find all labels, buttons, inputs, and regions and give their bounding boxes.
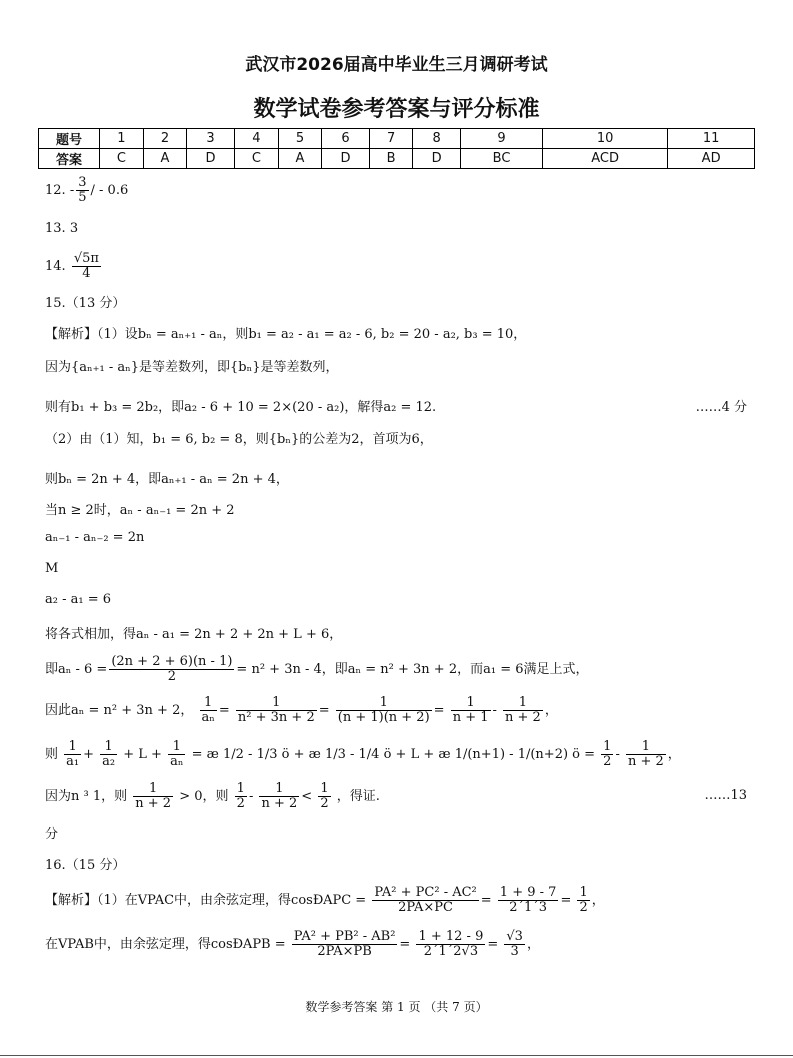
frac-den: aₙ bbox=[201, 710, 215, 725]
frac-num: 1 bbox=[603, 739, 612, 754]
q14-answer bbox=[45, 252, 103, 281]
frac-den: 2 bbox=[320, 796, 329, 811]
q14-label: 14. bbox=[45, 259, 66, 274]
question-number: 10 bbox=[542, 129, 667, 149]
q15-line11 bbox=[45, 655, 589, 684]
q15-l14-frac1 bbox=[133, 782, 173, 811]
q15-l13-frac4 bbox=[601, 740, 613, 769]
frac-den: 2PA×PB bbox=[317, 944, 372, 959]
q13-answer bbox=[45, 221, 78, 236]
frac-num: PA² + PB² - AB² bbox=[293, 929, 396, 944]
q15-l11-lead: 即aₙ - 6 = bbox=[45, 662, 108, 677]
answer-cell: ACD bbox=[542, 149, 667, 169]
q15-l11-den: 2 bbox=[167, 669, 177, 684]
q15-l14-frac3 bbox=[259, 782, 299, 811]
frac-den: a₂ bbox=[102, 754, 116, 769]
q12-label: 12. bbox=[45, 183, 66, 198]
answer-cell: BC bbox=[461, 149, 543, 169]
q15-heading: 15.（13 分） bbox=[45, 296, 126, 311]
q15-l12-frac2 bbox=[236, 696, 317, 725]
q16-l2-frac1 bbox=[292, 930, 398, 959]
q15-l14-tail: ，得证. bbox=[336, 789, 380, 804]
q15-line7: aₙ₋₁ - aₙ₋₂ = 2n bbox=[45, 530, 145, 545]
frac-den: 2´1´3 bbox=[509, 900, 548, 915]
q15-l13-frac5 bbox=[626, 740, 666, 769]
frac-num: 1 bbox=[100, 740, 117, 755]
q12-fraction bbox=[76, 176, 88, 205]
q16-line2: 在VPAB中，由余弦定理，得cosÐAPB = $\frac{\text{PA² + PB² - AB²}}{2PA\times PB}$ = $\frac{1 + 12 - 9}{2´1´2√3}$ = $\frac{√3}{3}$ ， bbox=[45, 929, 540, 959]
frac-den: n + 2 bbox=[505, 710, 541, 725]
frac-num: √3 bbox=[506, 929, 523, 944]
frac-num: 1 + 12 - 9 bbox=[418, 929, 484, 944]
frac-den: 2 bbox=[579, 900, 588, 915]
frac-num: 1 bbox=[451, 696, 491, 711]
q15-line10: 将各式相加，得aₙ - a₁ = 2n + 2 + 2n + L + 6， bbox=[45, 627, 343, 642]
question-number: 5 bbox=[278, 129, 321, 149]
exam-title: 武汉市2026届高中毕业生三月调研考试 bbox=[245, 55, 548, 75]
answer-table-answer-row bbox=[39, 149, 755, 169]
q15-score-4: ……4 分 bbox=[695, 400, 747, 415]
q15-line13: 则 $\frac{1}{\text{a₁}}$ + $\frac{1}{\text{a₂}}$ + L + $\frac{1}{\text{aₙ}}$ = æ 1/2 - 1/3 ö + æ 1/3 - 1/4 ö + L + æ 1/(n+1) - 1/(n+2) ö = $\frac{1}{2}$ - $\frac{1}{n + 2}$ ， bbox=[45, 739, 681, 769]
q15-l14-mid: > 0，则 bbox=[179, 789, 229, 804]
answer-cell: A bbox=[143, 149, 186, 169]
frac-num: 1 bbox=[320, 781, 329, 796]
frac-den: n² + 3n + 2 bbox=[237, 710, 315, 725]
frac-num: 1 bbox=[626, 740, 666, 755]
row-label-answer: 答案 bbox=[39, 149, 100, 169]
q16-l1-lead: 【解析】（1）在VPAC中，由余弦定理，得cosÐAPC = bbox=[45, 893, 367, 908]
question-number: 4 bbox=[235, 129, 279, 149]
q13-label: 13. bbox=[45, 221, 66, 236]
q14-num: √5π bbox=[73, 251, 99, 266]
q15-score-unit: 分 bbox=[45, 827, 59, 842]
q12-sign: - bbox=[69, 183, 75, 198]
q16-line1: 【解析】（1）在VPAC中，由余弦定理，得cosÐAPC = $\frac{\text{PA² + PC² - AC²}}{2PA\times PC}$ = $\frac{1 + 9 - 7}{2´1´3}$ = $\frac{1}{2}$ ， bbox=[45, 885, 605, 915]
frac-num: 1 bbox=[200, 696, 217, 711]
frac-num: 1 bbox=[259, 782, 299, 797]
q15-l12-lead: 因此aₙ = n² + 3n + 2， bbox=[45, 703, 194, 718]
q16-l1-frac3 bbox=[577, 886, 589, 915]
frac-num: PA² + PC² - AC² bbox=[374, 885, 477, 900]
answer-cell: C bbox=[100, 149, 144, 169]
frac-num: 1 bbox=[336, 696, 432, 711]
doc-subtitle: 数学试卷参考答案与评分标准 bbox=[253, 96, 540, 122]
q15-line6: 当n ≥ 2时，aₙ - aₙ₋₁ = 2n + 2 bbox=[45, 503, 235, 518]
question-number: 6 bbox=[322, 129, 370, 149]
page-footer: 数学参考答案 第 1 页 （共 7 页） bbox=[305, 1000, 488, 1014]
answer-cell: B bbox=[370, 149, 413, 169]
frac-num: 1 bbox=[236, 696, 317, 711]
q15-l14-frac2 bbox=[235, 782, 247, 811]
frac-num: 1 bbox=[236, 781, 245, 796]
q15-l13-sum: = æ 1/2 - 1/3 ö + æ 1/3 - 1/4 ö + L + æ 1/(n+1) - 1/(n+2) ö = bbox=[191, 747, 596, 762]
question-number: 3 bbox=[187, 129, 235, 149]
q15-l13-frac1 bbox=[64, 740, 81, 769]
frac-den: 3 bbox=[510, 944, 519, 959]
question-number: 2 bbox=[143, 129, 186, 149]
q15-line3: 则有b₁ + b₃ = 2b₂，即a₂ - 6 + 10 = 2×(20 - a₂)，解得a₂ = 12. bbox=[45, 400, 437, 415]
q15-line4: （2）由（1）知，b₁ = 6, b₂ = 8，则{bₙ}的公差为2，首项为6， bbox=[45, 432, 433, 447]
frac-den: n + 1 bbox=[452, 710, 489, 725]
q15-l12-frac1 bbox=[200, 696, 217, 725]
question-number: 1 bbox=[100, 129, 144, 149]
frac-den: n + 2 bbox=[261, 796, 298, 811]
q15-l13-lead: 则 bbox=[45, 747, 59, 762]
answer-table-number-row bbox=[39, 129, 755, 149]
row-label-number: 题号 bbox=[39, 129, 100, 149]
q15-l12-frac4 bbox=[451, 696, 491, 725]
q15-line12: 因此aₙ = n² + 3n + 2， $\frac{1}{\text{aₙ}}$ = $\frac{1}{\text{n² + 3n + 2}}$ = $\frac{1}{(n + 1)(n + 2)}$ = $\frac{1}{n + 1}$ - $\frac{1}{n + 2}$ ， bbox=[45, 695, 558, 725]
frac-num: 1 bbox=[503, 696, 543, 711]
q12-tail: / - 0.6 bbox=[90, 183, 129, 198]
q16-l2-frac3 bbox=[504, 930, 525, 959]
q15-l14-lead: 因为n ³ 1，则 bbox=[45, 789, 128, 804]
q15-l14-frac4 bbox=[318, 782, 330, 811]
frac-den: 2 bbox=[236, 796, 245, 811]
answer-cell: C bbox=[235, 149, 279, 169]
answer-cell: A bbox=[278, 149, 321, 169]
answer-cell: AD bbox=[668, 149, 755, 169]
frac-den: aₙ bbox=[170, 754, 184, 769]
frac-den: 2´1´2√3 bbox=[423, 944, 479, 959]
frac-num: 1 bbox=[133, 782, 173, 797]
q15-l11-tail: = n² + 3n - 4，即aₙ = n² + 3n + 2，而a₁ = 6满足上式， bbox=[236, 662, 589, 677]
q15-line5: 则bₙ = 2n + 4，即aₙ₊₁ - aₙ = 2n + 4， bbox=[45, 472, 289, 487]
q15-l13-frac2 bbox=[100, 740, 117, 769]
answer-cell: D bbox=[187, 149, 235, 169]
answer-cell: D bbox=[413, 149, 461, 169]
frac-num: 1 bbox=[579, 885, 588, 900]
frac-den: (n + 1)(n + 2) bbox=[337, 710, 430, 725]
q13-value: 3 bbox=[69, 221, 79, 236]
q15-l13-mid: + L + bbox=[123, 747, 162, 762]
frac-den: 2PA×PC bbox=[398, 900, 453, 915]
q14-fraction bbox=[72, 252, 101, 281]
answer-table bbox=[38, 128, 755, 169]
q15-score-13: ……13 bbox=[704, 788, 747, 803]
q15-line9: a₂ - a₁ = 6 bbox=[45, 592, 112, 607]
q16-l2-lead: 在VPAB中，由余弦定理，得cosÐAPB = bbox=[45, 937, 286, 952]
frac-num: 1 + 9 - 7 bbox=[499, 885, 557, 900]
answer-cell: D bbox=[322, 149, 370, 169]
question-number: 8 bbox=[413, 129, 461, 149]
frac-den: n + 2 bbox=[627, 754, 664, 769]
frac-num: 1 bbox=[168, 740, 185, 755]
frac-den: 2 bbox=[603, 754, 612, 769]
q15-l13-frac3 bbox=[168, 740, 185, 769]
q16-heading: 16.（15 分） bbox=[45, 858, 126, 873]
q15-line1: 【解析】（1）设bₙ = aₙ₊₁ - aₙ，则b₁ = a₂ - a₁ = a₂ - 6, b₂ = 20 - a₂, b₃ = 10， bbox=[45, 327, 527, 342]
q15-line2: 因为{aₙ₊₁ - aₙ}是等差数列，即{bₙ}是等差数列， bbox=[45, 360, 339, 375]
question-number: 7 bbox=[370, 129, 413, 149]
question-number: 9 bbox=[461, 129, 543, 149]
q16-l1-frac1 bbox=[372, 886, 478, 915]
q12-answer bbox=[45, 176, 128, 205]
q15-l11-fraction bbox=[109, 655, 234, 684]
frac-den: n + 2 bbox=[135, 796, 172, 811]
question-number: 11 bbox=[668, 129, 755, 149]
q15-l12-frac3 bbox=[336, 696, 432, 725]
q15-line8: M bbox=[45, 561, 59, 576]
q16-l2-frac2 bbox=[416, 930, 485, 959]
frac-den: a₁ bbox=[66, 754, 80, 769]
q16-l1-frac2 bbox=[498, 886, 559, 915]
frac-num: 1 bbox=[64, 740, 81, 755]
q15-line14: 因为n ³ 1，则 $\frac{1}{n + 2}$ > 0，则 $\frac{1}{2}$ - $\frac{1}{n + 2}$ < $\frac{1}{2}$ ，得证. bbox=[45, 781, 380, 811]
q14-den: 4 bbox=[82, 266, 91, 281]
q15-l12-frac5 bbox=[503, 696, 543, 725]
bottom-divider bbox=[0, 1055, 793, 1056]
q12-num: 3 bbox=[78, 175, 87, 190]
q15-l11-num: (2n + 2 + 6)(n - 1) bbox=[111, 654, 233, 669]
q12-den: 5 bbox=[78, 190, 87, 205]
